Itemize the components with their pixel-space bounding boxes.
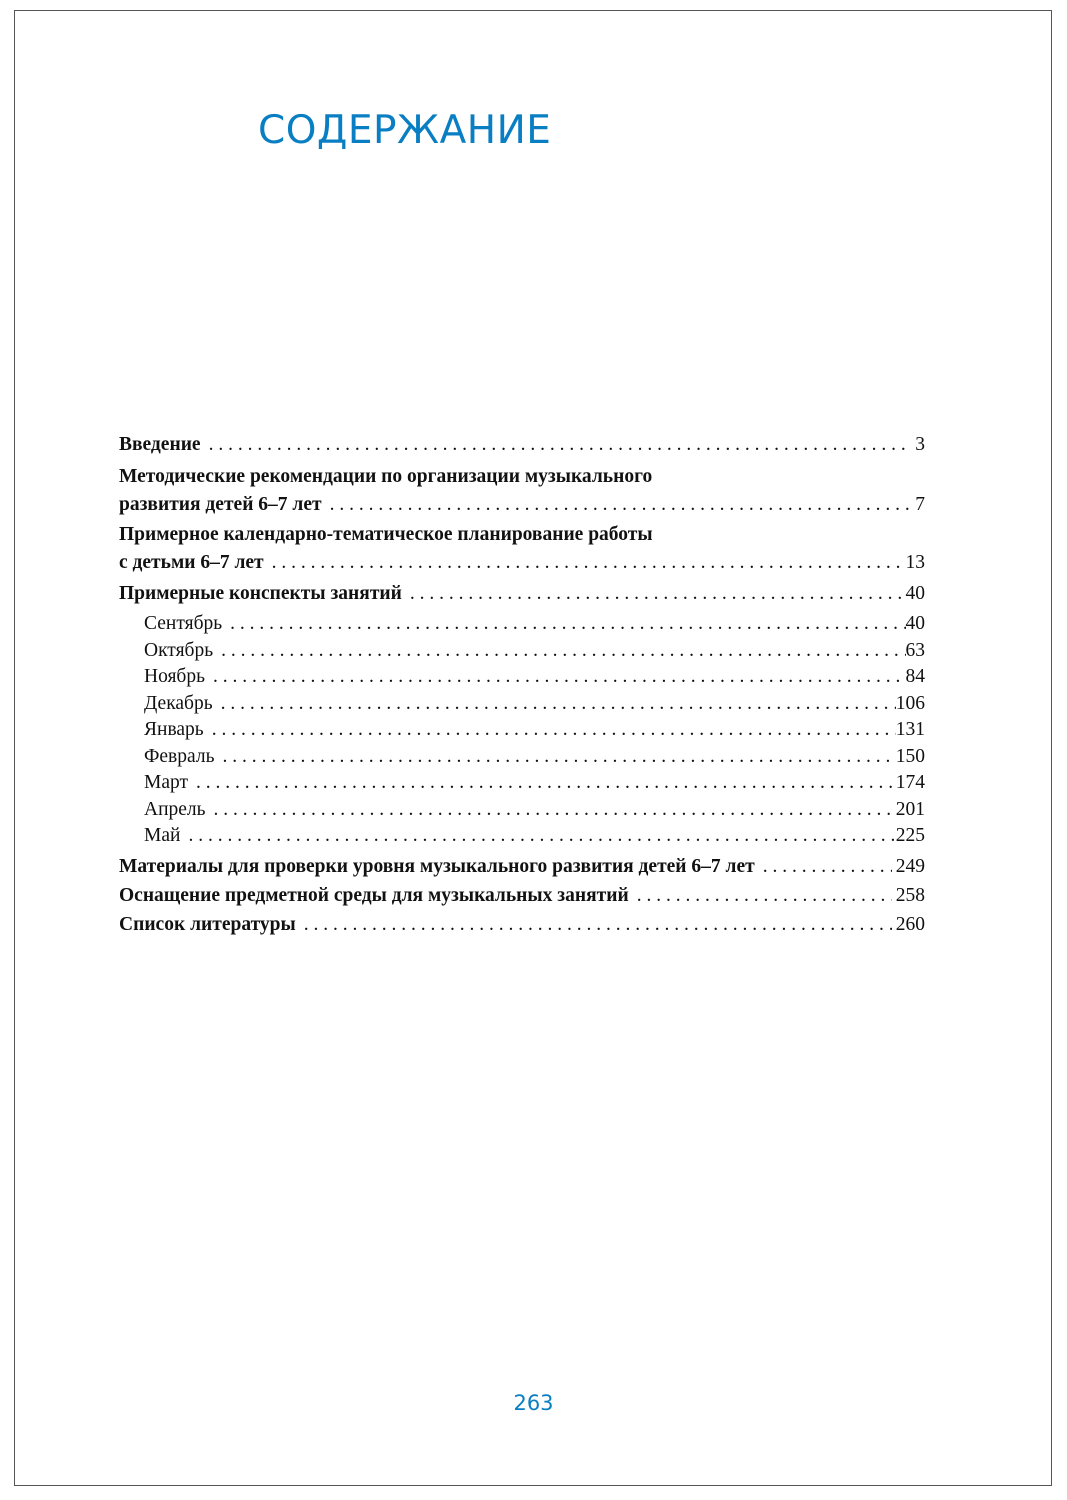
dot-leader [196, 770, 896, 797]
toc-month-entry[interactable] [119, 797, 925, 824]
dot-leader [304, 910, 892, 939]
toc-entry-page: 174 [895, 772, 925, 793]
dot-leader [209, 430, 912, 459]
toc-entry-label: развития детей 6–7 лет [119, 493, 322, 515]
dot-leader [272, 549, 902, 576]
toc-month-entry[interactable] [119, 717, 925, 744]
toc-entry-page: 225 [895, 825, 925, 846]
dot-leader [214, 797, 896, 824]
toc-entry-label-line1: Примерное календарно-тематическое планирование работы [119, 524, 653, 545]
dot-leader [222, 744, 895, 771]
toc-entry-label: с детьми 6–7 лет [119, 552, 264, 573]
toc-entry[interactable] [119, 910, 925, 939]
toc-month-entry[interactable] [119, 691, 925, 718]
toc-month-entry[interactable] [119, 823, 925, 852]
toc-entry-label: Май [144, 825, 181, 846]
toc-entry-label: Примерные конспекты занятий [119, 582, 402, 604]
toc-entry[interactable] [119, 579, 925, 609]
dot-leader [221, 691, 896, 718]
toc-entry-label: Ноябрь [144, 666, 205, 687]
dot-leader [410, 579, 902, 609]
toc-entry[interactable] [119, 430, 925, 459]
toc-entry[interactable] [119, 881, 925, 910]
toc-entry-label: Март [144, 772, 189, 793]
toc-entry-page: 84 [905, 666, 925, 687]
toc-entry-page: 13 [905, 552, 925, 573]
toc-entry[interactable] [119, 462, 925, 518]
toc-entry-page: 7 [915, 493, 925, 515]
dot-leader [213, 664, 906, 691]
page-title: СОДЕРЖАНИЕ [258, 108, 552, 153]
toc-entry-page: 150 [895, 745, 925, 767]
toc-entry-page: 3 [915, 434, 925, 455]
dot-leader [230, 611, 905, 638]
toc-entry-label: Январь [144, 719, 204, 740]
toc-month-entry[interactable] [119, 664, 925, 691]
toc-entry-label: Сентябрь [144, 613, 223, 634]
toc-entry[interactable] [119, 852, 925, 881]
toc-entry-label: Оснащение предметной среды для музыкальных занятий [119, 885, 629, 906]
toc-entry-label: Материалы для проверки уровня музыкального развития детей 6–7 лет [119, 856, 755, 877]
dot-leader [221, 638, 905, 665]
toc-entry-page: 249 [895, 856, 925, 877]
toc-month-entry[interactable] [119, 770, 925, 797]
toc-month-entry[interactable] [119, 611, 925, 638]
dot-leader [763, 852, 892, 881]
toc-entry-label: Декабрь [144, 692, 213, 714]
toc-entry-label-line1: Методические рекомендации по организации музыкального [119, 465, 653, 487]
toc-entry-page: 40 [905, 582, 925, 604]
toc-entry-page: 260 [895, 914, 925, 935]
toc-entry-label: Апрель [144, 798, 206, 820]
toc-entry-label: Введение [119, 434, 201, 455]
toc-entry-page: 258 [895, 885, 925, 906]
toc-entry-page: 201 [895, 798, 925, 820]
page-number: 263 [513, 1391, 554, 1415]
toc-entry-label: Октябрь [144, 639, 214, 661]
toc-entry-page: 106 [895, 692, 925, 714]
toc-entry[interactable] [119, 520, 925, 576]
dot-leader [637, 881, 892, 910]
toc-entry-page: 40 [905, 613, 925, 634]
toc-entry-page: 63 [905, 639, 925, 661]
toc-entry-label: Список литературы [119, 914, 296, 935]
dot-leader [188, 823, 895, 850]
toc-month-entry[interactable] [119, 744, 925, 771]
toc-entry-label: Февраль [144, 745, 215, 767]
dot-leader [330, 491, 912, 518]
table-of-contents [119, 430, 925, 939]
toc-entry-page: 131 [895, 719, 925, 740]
toc-month-entry[interactable] [119, 638, 925, 665]
dot-leader [212, 717, 896, 744]
